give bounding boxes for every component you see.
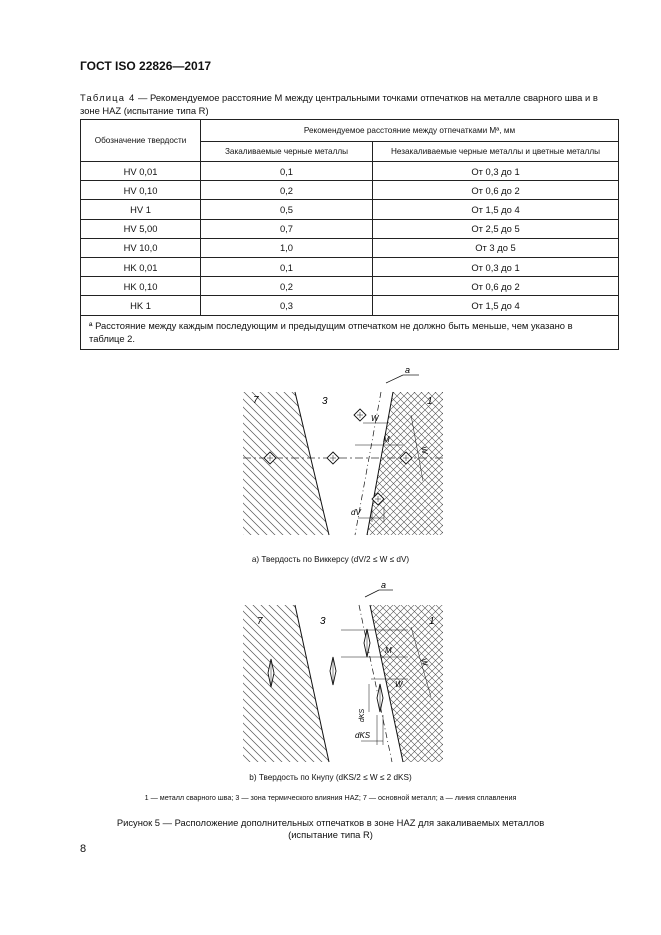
cell-designation: HV 0,01 (81, 162, 201, 181)
label-W: W (371, 414, 379, 423)
table-row (81, 162, 619, 181)
cell-nonhardenable: От 0,6 до 2 (373, 277, 619, 296)
table-row (81, 296, 619, 315)
col-header-hardenable: Закаливаемые черные металлы (201, 142, 373, 162)
table-row (81, 257, 619, 276)
cell-nonhardenable: От 1,5 до 4 (373, 200, 619, 219)
figure-legend: 1 — металл сварного шва; 3 — зона термического влияния HAZ; 7 — основной металл; a — линия сплавления (144, 793, 517, 802)
label-a: a (405, 365, 411, 375)
label-W: W (395, 680, 403, 689)
cell-nonhardenable: От 0,3 до 1 (373, 257, 619, 276)
figure-title-line2: (испытание типа R) (288, 829, 373, 840)
figure-title-line1: Рисунок 5 — Расположение дополнительных отпечатков в зоне HAZ для закаливаемых металлов (116, 817, 545, 828)
figure-title (0, 817, 661, 841)
cell-hardenable: 1,0 (201, 238, 373, 257)
label-W-vertical: W (419, 445, 430, 455)
cell-designation: HV 10,0 (81, 238, 201, 257)
label-3: 3 (320, 616, 326, 627)
cell-hardenable: 0,1 (201, 162, 373, 181)
cell-hardenable: 0,3 (201, 296, 373, 315)
cell-designation: HK 0,01 (81, 257, 201, 276)
figure-a-caption: a) Твердость по Виккерсу (dV/2 ≤ W ≤ dV) (251, 555, 410, 564)
cell-designation: HV 5,00 (81, 219, 201, 238)
cell-hardenable: 0,7 (201, 219, 373, 238)
label-1: 1 (429, 616, 435, 627)
table-caption-label: Таблица 4 (80, 92, 136, 103)
label-M: M (385, 646, 392, 655)
label-M: M (383, 435, 390, 444)
figure-knoop (243, 580, 443, 762)
table-row (81, 181, 619, 200)
cell-hardenable: 0,5 (201, 200, 373, 219)
cell-designation: HV 1 (81, 200, 201, 219)
cell-designation: HV 0,10 (81, 181, 201, 200)
page-number: 8 (80, 843, 87, 855)
label-7: 7 (253, 395, 259, 406)
label-W-vertical: W (419, 657, 430, 667)
cell-nonhardenable: От 2,5 до 5 (373, 219, 619, 238)
col-header-group: Рекомендуемое расстояние между отпечатками Mª, мм (201, 120, 619, 142)
figure-b-caption: b) Твердость по Кнупу (dKS/2 ≤ W ≤ 2 dKS) (249, 773, 412, 782)
label-dks-vertical: dKS (359, 708, 366, 722)
table-row (81, 277, 619, 296)
cell-hardenable: 0,2 (201, 181, 373, 200)
cell-nonhardenable: От 0,6 до 2 (373, 181, 619, 200)
col-header-nonhardenable: Незакаливаемые черные металлы и цветные металлы (373, 142, 619, 162)
hardness-distance-table (80, 119, 619, 350)
label-1: 1 (427, 396, 433, 407)
label-dv: dV (351, 508, 361, 517)
figure-vickers (243, 365, 443, 535)
label-a: a (381, 580, 387, 590)
table-row (81, 238, 619, 257)
table-caption-text: — Рекомендуемое расстояние M между центральными точками отпечатков на металле сварного шва и в зоне HAZ (испытание типа R) (80, 92, 598, 116)
label-3: 3 (322, 396, 328, 407)
cell-designation: HK 0,10 (81, 277, 201, 296)
label-7: 7 (257, 616, 263, 627)
document-header: ГОСТ ISO 22826—2017 (80, 59, 212, 73)
table-footnote: ª Расстояние между каждым последующим и предыдущим отпечатком не должно быть меньше, чем указано в таблице 2. (81, 315, 619, 349)
col-header-designation: Обозначение твердости (81, 120, 201, 162)
table-row (81, 200, 619, 219)
label-dks: dKS (355, 731, 371, 740)
cell-nonhardenable: От 1,5 до 4 (373, 296, 619, 315)
cell-nonhardenable: От 0,3 до 1 (373, 162, 619, 181)
table-caption (80, 91, 618, 117)
cell-designation: HK 1 (81, 296, 201, 315)
cell-nonhardenable: От 3 до 5 (373, 238, 619, 257)
cell-hardenable: 0,1 (201, 257, 373, 276)
cell-hardenable: 0,2 (201, 277, 373, 296)
table-row (81, 219, 619, 238)
